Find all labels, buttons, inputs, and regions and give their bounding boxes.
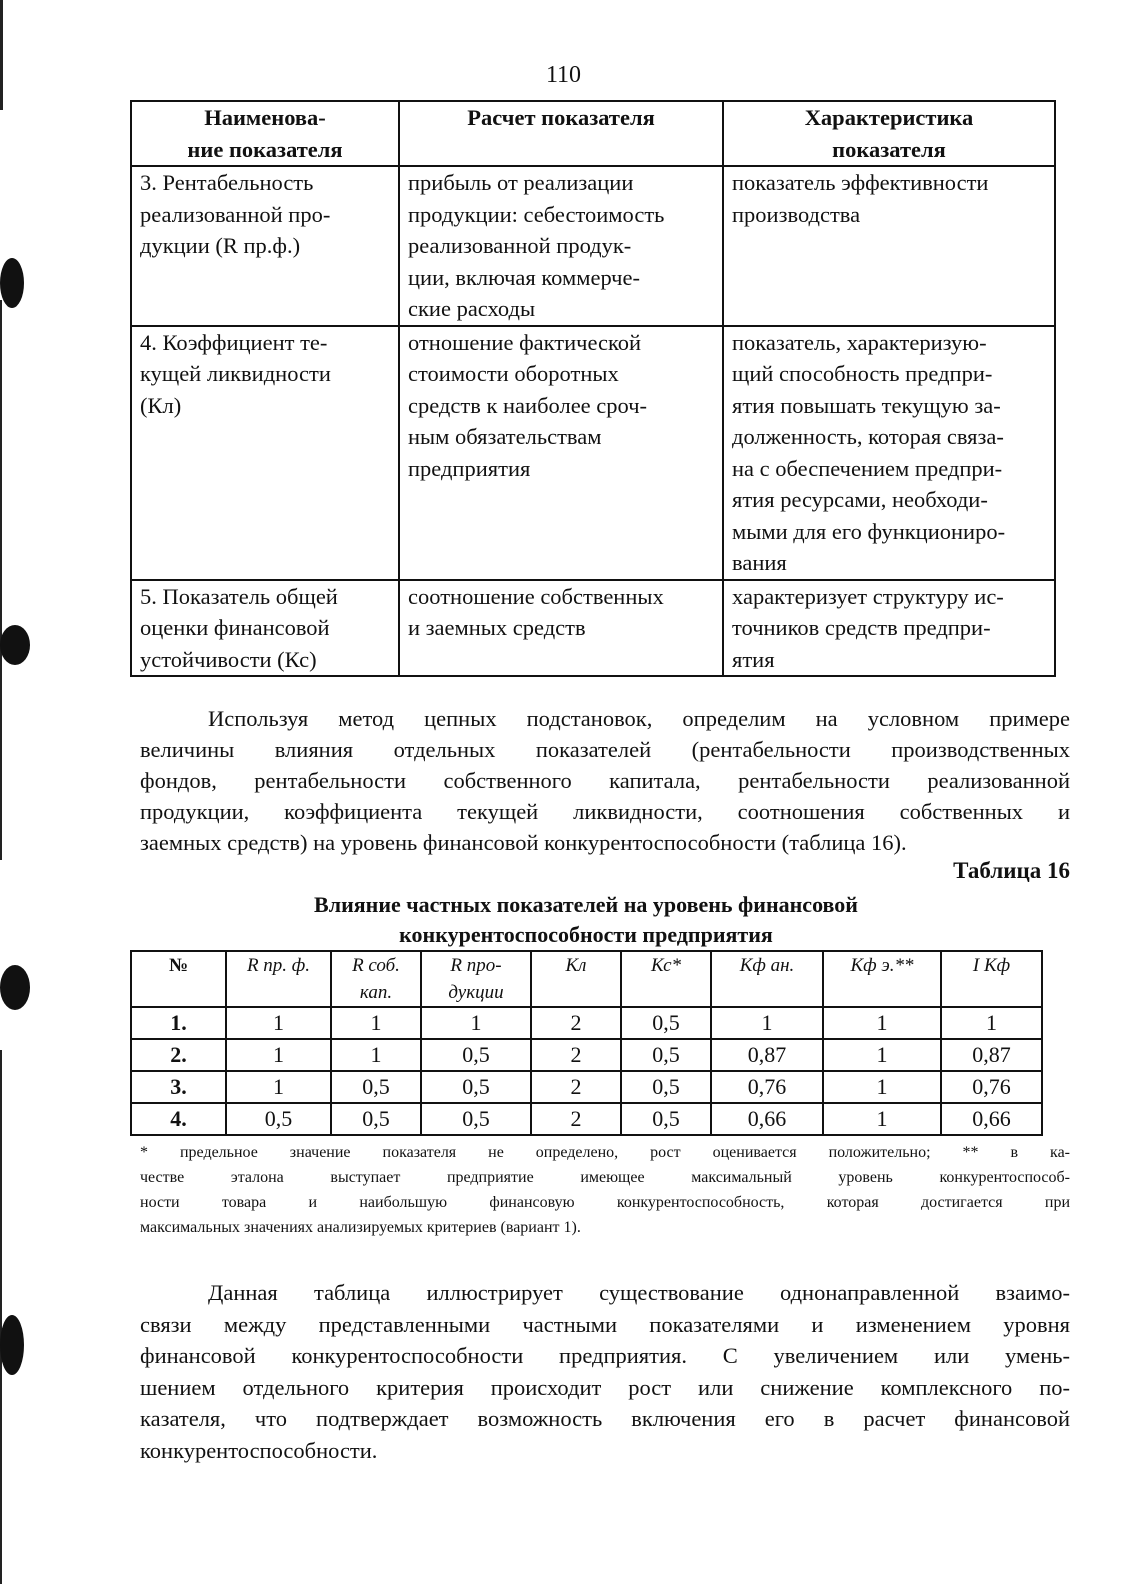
scan-edge	[0, 1050, 2, 1584]
table-row	[131, 1039, 1042, 1071]
table-caption: Влияние частных показателей на уровень финансовой конкурентоспособности предприятия	[314, 892, 858, 947]
indicators-table	[130, 100, 1056, 677]
table-cell: 2	[531, 1007, 621, 1039]
table-cell: 1	[226, 1007, 331, 1039]
table-cell: 1	[421, 1007, 531, 1039]
body-paragraph	[140, 703, 1070, 858]
text-line: Данная таблица иллюстрирует существование однонаправленной взаимо-	[208, 1280, 1070, 1305]
table-cell: 0,5	[331, 1103, 421, 1135]
table-cell: 1	[823, 1071, 941, 1103]
punch-hole-mark	[0, 1315, 24, 1375]
text-line: шением отдельного критерия происходит рост или снижение комплексного по-	[140, 1374, 1070, 1400]
table-cell: 0,5	[621, 1103, 711, 1135]
table-cell: 0,5	[621, 1007, 711, 1039]
table-cell: 0,5	[421, 1039, 531, 1071]
text-line: максимальных значениях анализируемых критериев (вариант 1).	[140, 1219, 581, 1236]
table-cell: 5. Показатель общей оценки финансовой устойчивости (Кс)	[131, 580, 399, 677]
table-label: Таблица 16	[953, 858, 1070, 883]
table-cell: 1	[226, 1039, 331, 1071]
table-cell: показатель, характеризую- щий способность предпри- ятия повышать текущую за- долженность, которая связа- на с обеспечением предпри- ятия ресурсами, необходи- мыми для его функциониро- вания	[723, 326, 1055, 580]
row-number: 1.	[131, 1007, 226, 1039]
row-number: 4.	[131, 1103, 226, 1135]
table-header-row	[131, 951, 1042, 1007]
table-cell: 0,87	[711, 1039, 823, 1071]
text-line: честве эталона выступает предприятие имеющее максимальный уровень конкурентоспособ-	[140, 1169, 1070, 1186]
table-cell: 1	[941, 1007, 1042, 1039]
table-cell: 2	[531, 1071, 621, 1103]
table-cell: 2	[531, 1103, 621, 1135]
header-cell: Кф ан.	[711, 951, 823, 1007]
table-cell: 0,66	[941, 1103, 1042, 1135]
table-cell: 0,5	[226, 1103, 331, 1135]
header-cell: R пр. ф.	[226, 951, 331, 1007]
table-cell: характеризует структуру ис- точников средств предпри- ятия	[723, 580, 1055, 677]
table-cell: соотношение собственных и заемных средств	[399, 580, 723, 677]
text-line: продукции, коэффициента текущей ликвидности, соотношения собственных и	[140, 799, 1070, 824]
table-cell: 1	[823, 1103, 941, 1135]
table-row	[131, 326, 1055, 580]
table-cell: 0,5	[331, 1071, 421, 1103]
header-cell: Кл	[531, 951, 621, 1007]
influence-table	[130, 950, 1043, 1136]
table-cell: показатель эффективности производства	[723, 166, 1055, 326]
text-line: финансовой конкурентоспособности предприятия. С увеличением или умень-	[140, 1343, 1070, 1368]
text-line: казателя, что подтверждает возможность включения его в расчет финансовой	[140, 1406, 1070, 1431]
text-line: конкурентоспособности.	[140, 1437, 378, 1463]
table-cell: 1	[823, 1007, 941, 1039]
table-cell: 4. Коэффициент те- кущей ликвидности (Кл)	[131, 326, 399, 580]
table-cell: прибыль от реализации продукции: себестоимость реализованной продук- ции, включая коммерче- ские расходы	[399, 166, 723, 326]
table-cell: 1	[226, 1071, 331, 1103]
table-cell: 0,5	[621, 1039, 711, 1071]
table-row	[131, 1103, 1042, 1135]
row-number: 2.	[131, 1039, 226, 1071]
text-line: заемных средств) на уровень финансовой конкурентоспособности (таблица 16).	[140, 830, 907, 855]
table-cell: 1	[331, 1039, 421, 1071]
table-cell: 0,5	[421, 1071, 531, 1103]
table-cell: отношение фактической стоимости оборотных средств к наиболее сроч- ным обязательствам предприятия	[399, 326, 723, 580]
header-cell: Расчет показателя	[399, 101, 723, 166]
table-cell: 0,87	[941, 1039, 1042, 1071]
table-header-row	[131, 101, 1055, 166]
table-cell: 2	[531, 1039, 621, 1071]
text-line: * предельное значение показателя не определено, рост оценивается положительно; ** в ка-	[140, 1144, 1070, 1161]
header-cell: №	[131, 951, 226, 1007]
text-line: величины влияния отдельных показателей (рентабельности производственных	[140, 737, 1070, 762]
table-cell: 0,76	[711, 1071, 823, 1103]
header-cell: Кф э.**	[823, 951, 941, 1007]
table-row	[131, 1007, 1042, 1039]
text-line: фондов, рентабельности собственного капитала, рентабельности реализованной	[140, 768, 1070, 793]
table-row	[131, 1071, 1042, 1103]
table-cell: 1	[331, 1007, 421, 1039]
scan-edge	[0, 0, 3, 110]
text-line: Используя метод цепных подстановок, определим на условном примере	[208, 706, 1070, 731]
body-paragraph	[140, 1277, 1070, 1466]
header-cell: R про- дукции	[421, 951, 531, 1007]
table-cell: 1	[711, 1007, 823, 1039]
punch-hole-mark	[0, 965, 30, 1010]
table-cell: 3. Рентабельность реализованной про- дукции (R пр.ф.)	[131, 166, 399, 326]
header-cell: Наименова- ние показателя	[131, 101, 399, 166]
table-cell: 0,76	[941, 1071, 1042, 1103]
table-cell: 1	[823, 1039, 941, 1071]
punch-hole-mark	[0, 625, 30, 665]
header-cell: I Кф	[941, 951, 1042, 1007]
table-row	[131, 580, 1055, 677]
table-row	[131, 166, 1055, 326]
text-line: ности товара и наибольшую финансовую конкурентоспособность, которая достигается при	[140, 1194, 1070, 1211]
header-cell: Характеристика показателя	[723, 101, 1055, 166]
punch-hole-mark	[0, 258, 24, 308]
page-number: 110	[545, 62, 582, 88]
row-number: 3.	[131, 1071, 226, 1103]
header-cell: R соб. кап.	[331, 951, 421, 1007]
scan-edge	[0, 300, 2, 860]
table-cell: 0,5	[621, 1071, 711, 1103]
table-cell: 0,5	[421, 1103, 531, 1135]
text-line: связи между представленными частными показателями и изменением уровня	[140, 1311, 1070, 1337]
table-footnote	[140, 1140, 1070, 1240]
table-cell: 0,66	[711, 1103, 823, 1135]
header-cell: Кс*	[621, 951, 711, 1007]
